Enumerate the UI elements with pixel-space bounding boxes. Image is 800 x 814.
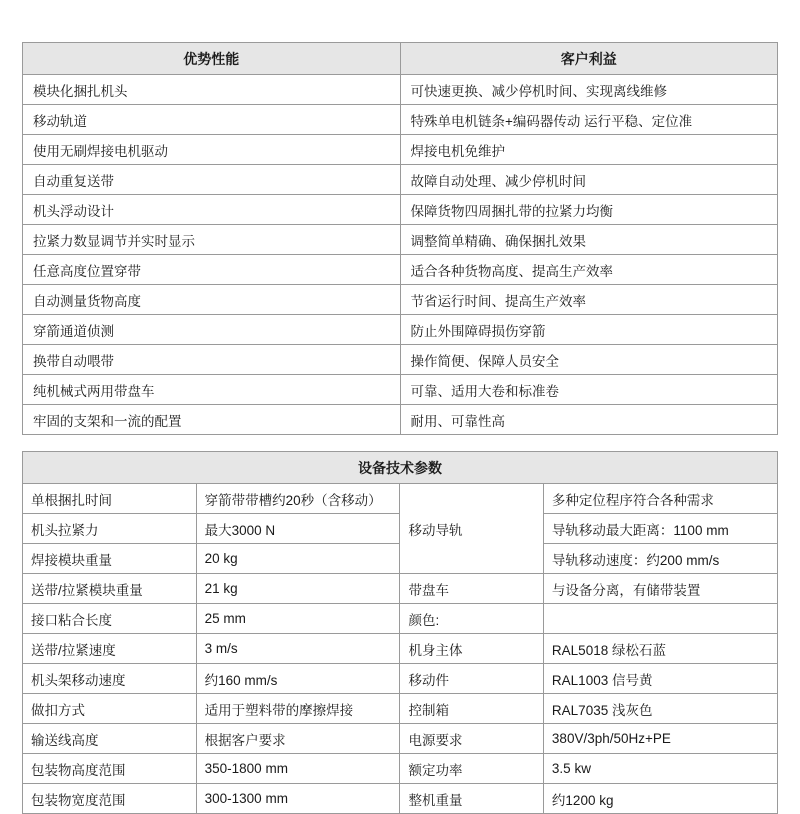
spec-label: 输送线高度 <box>23 724 197 754</box>
advantage-benefit: 防止外围障碍损伤穿箭 <box>400 315 778 345</box>
spec-label: 做扣方式 <box>23 694 197 724</box>
spec-label: 颜色: <box>400 604 543 634</box>
advantage-benefit: 操作简便、保障人员安全 <box>400 345 778 375</box>
spec-value: 3 m/s <box>196 634 400 664</box>
spec-label: 机身主体 <box>400 634 543 664</box>
advantage-performance: 拉紧力数显调节并实时显示 <box>23 225 401 255</box>
table-row <box>23 165 778 195</box>
spec-value: 适用于塑料带的摩擦焊接 <box>196 694 400 724</box>
spec-value: 多种定位程序符合各种需求 <box>543 484 777 514</box>
specs-body <box>23 484 778 814</box>
table-row <box>23 664 778 694</box>
table-row <box>23 484 778 514</box>
table-row <box>23 345 778 375</box>
table-row <box>23 75 778 105</box>
spec-label: 移动导轨 <box>400 484 543 574</box>
spec-value: 3.5 kw <box>543 754 777 784</box>
table-gap <box>22 435 778 451</box>
advantage-benefit: 适合各种货物高度、提高生产效率 <box>400 255 778 285</box>
spec-value: 约1200 kg <box>543 784 777 814</box>
spec-label: 机头架移动速度 <box>23 664 197 694</box>
advantage-performance: 移动轨道 <box>23 105 401 135</box>
advantage-benefit: 可靠、适用大卷和标准卷 <box>400 375 778 405</box>
spec-value: 约160 mm/s <box>196 664 400 694</box>
spec-label: 移动件 <box>400 664 543 694</box>
spec-label: 焊接模块重量 <box>23 544 197 574</box>
table-header-row <box>23 43 778 75</box>
specs-table <box>22 451 778 814</box>
advantages-header-performance: 优势性能 <box>23 43 401 75</box>
advantage-benefit: 耐用、可靠性高 <box>400 405 778 435</box>
spec-label: 机头拉紧力 <box>23 514 197 544</box>
spec-label: 单根捆扎时间 <box>23 484 197 514</box>
advantage-benefit: 调整简单精确、确保捆扎效果 <box>400 225 778 255</box>
spec-value: 根据客户要求 <box>196 724 400 754</box>
spec-value: 300-1300 mm <box>196 784 400 814</box>
advantage-benefit: 节省运行时间、提高生产效率 <box>400 285 778 315</box>
advantage-performance: 机头浮动设计 <box>23 195 401 225</box>
spec-value: 380V/3ph/50Hz+PE <box>543 724 777 754</box>
spec-value: 25 mm <box>196 604 400 634</box>
table-row <box>23 784 778 814</box>
advantage-performance: 牢固的支架和一流的配置 <box>23 405 401 435</box>
advantage-benefit: 故障自动处理、减少停机时间 <box>400 165 778 195</box>
spec-value: RAL7035 浅灰色 <box>543 694 777 724</box>
table-row <box>23 225 778 255</box>
spec-value: 穿箭带带槽约20秒（含移动） <box>196 484 400 514</box>
advantage-benefit: 特殊单电机链条+编码器传动 运行平稳、定位准 <box>400 105 778 135</box>
specs-title: 设备技术参数 <box>23 452 778 484</box>
spec-label: 额定功率 <box>400 754 543 784</box>
advantage-benefit: 可快速更换、减少停机时间、实现离线维修 <box>400 75 778 105</box>
advantage-performance: 纯机械式两用带盘车 <box>23 375 401 405</box>
spec-value: 导轨移动最大距离：1100 mm <box>543 514 777 544</box>
spec-label: 带盘车 <box>400 574 543 604</box>
spec-label: 电源要求 <box>400 724 543 754</box>
spec-label: 送带/拉紧速度 <box>23 634 197 664</box>
spec-label: 送带/拉紧模块重量 <box>23 574 197 604</box>
spec-value: 最大3000 N <box>196 514 400 544</box>
spec-label: 包装物宽度范围 <box>23 784 197 814</box>
table-row <box>23 195 778 225</box>
specs-title-row <box>23 452 778 484</box>
spec-value: RAL5018 绿松石蓝 <box>543 634 777 664</box>
table-row <box>23 315 778 345</box>
advantages-header-benefit: 客户利益 <box>400 43 778 75</box>
spec-value: 20 kg <box>196 544 400 574</box>
table-row <box>23 634 778 664</box>
table-row <box>23 405 778 435</box>
table-row <box>23 754 778 784</box>
table-row <box>23 255 778 285</box>
spec-value: 350-1800 mm <box>196 754 400 784</box>
advantage-benefit: 保障货物四周捆扎带的拉紧力均衡 <box>400 195 778 225</box>
advantage-benefit: 焊接电机免维护 <box>400 135 778 165</box>
table-row <box>23 375 778 405</box>
table-row <box>23 285 778 315</box>
advantage-performance: 自动测量货物高度 <box>23 285 401 315</box>
table-row <box>23 574 778 604</box>
advantages-table <box>22 42 778 435</box>
advantage-performance: 模块化捆扎机头 <box>23 75 401 105</box>
advantage-performance: 换带自动喂带 <box>23 345 401 375</box>
table-row <box>23 724 778 754</box>
advantages-body <box>23 75 778 435</box>
spec-label: 包装物高度范围 <box>23 754 197 784</box>
table-row <box>23 604 778 634</box>
spec-label: 控制箱 <box>400 694 543 724</box>
advantage-performance: 自动重复送带 <box>23 165 401 195</box>
spec-label: 整机重量 <box>400 784 543 814</box>
advantage-performance: 穿箭通道侦测 <box>23 315 401 345</box>
table-row <box>23 135 778 165</box>
spec-value: 导轨移动速度：约200 mm/s <box>543 544 777 574</box>
spec-value <box>543 604 777 634</box>
advantage-performance: 任意高度位置穿带 <box>23 255 401 285</box>
spec-value: 21 kg <box>196 574 400 604</box>
table-row <box>23 694 778 724</box>
spec-value: RAL1003 信号黄 <box>543 664 777 694</box>
advantage-performance: 使用无刷焊接电机驱动 <box>23 135 401 165</box>
spec-label: 接口粘合长度 <box>23 604 197 634</box>
spec-value: 与设备分离，有储带装置 <box>543 574 777 604</box>
table-row <box>23 105 778 135</box>
